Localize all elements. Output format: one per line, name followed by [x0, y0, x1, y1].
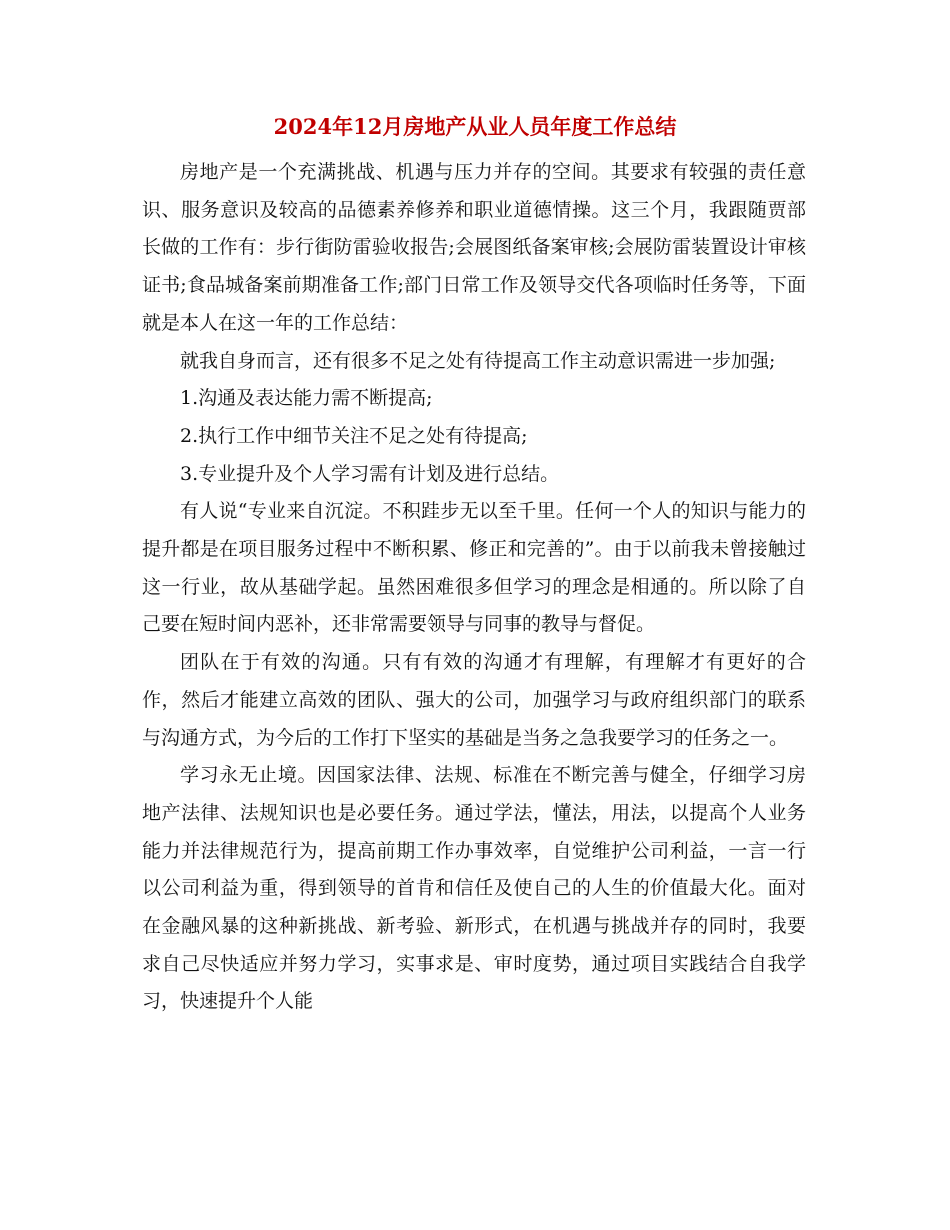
list-item-2: 2.执行工作中细节关注不足之处有待提高; [180, 424, 528, 447]
list-item-3: 3.专业提升及个人学习需有计划及进行总结。 [180, 462, 560, 485]
paragraph-team: 团队在于有效的沟通。只有有效的沟通才有理解，有理解才有更好的合作，然后才能建立高效的团队、强大的公司，加强学习与政府组织部门的联系与沟通方式，为今后的工作打下坚实的基础是当务之急我要学习的任务之一。 [142, 651, 806, 749]
paragraph-intro: 房地产是一个充满挑战、机遇与压力并存的空间。其要求有较强的责任意识、服务意识及较高的品德素养修养和职业道德情操。这三个月，我跟随贾部长做的工作有：步行街防雷验收报告;会展图纸备案审核;会展防雷装置设计审核证书;食品城备案前期准备工作;部门日常工作及领导交代各项临时任务等，下面就是本人在这一年的工作总结： [142, 161, 806, 334]
list-item-1: 1.沟通及表达能力需不断提高; [180, 387, 433, 410]
document-body [142, 154, 806, 1021]
paragraph-learning: 学习永无止境。因国家法律、法规、标准在不断完善与健全，仔细学习房地产法律、法规知识也是必要任务。通过学法，懂法，用法，以提高个人业务能力并法律规范行为，提高前期工作办事效率，自觉维护公司利益，一言一行以公司利益为重，得到领导的首肯和信任及使自己的人生的价值最大化。面对在金融风暴的这种新挑战、新考验、新形式，在机遇与挑战并存的同时，我要求自己尽快适应并努力学习，实事求是、审时度势，通过项目实践结合自我学习，快速提升个人能 [142, 764, 806, 1013]
paragraph-shortcomings: 就我自身而言，还有很多不足之处有待提高工作主动意识需进一步加强; [180, 349, 776, 372]
paragraph-professional: 有人说“专业来自沉淀。不积跬步无以至千里。任何一个人的知识与能力的提升都是在项目服务过程中不断积累、修正和完善的”。由于以前我未曾接触过这一行业，故从基础学起。虽然困难很多但学习的理念是相通的。所以除了自己要在短时间内恶补，还非常需要领导与同事的教导与督促。 [142, 500, 806, 636]
document-title: 2024年12月房地产从业人员年度工作总结 [273, 114, 677, 139]
